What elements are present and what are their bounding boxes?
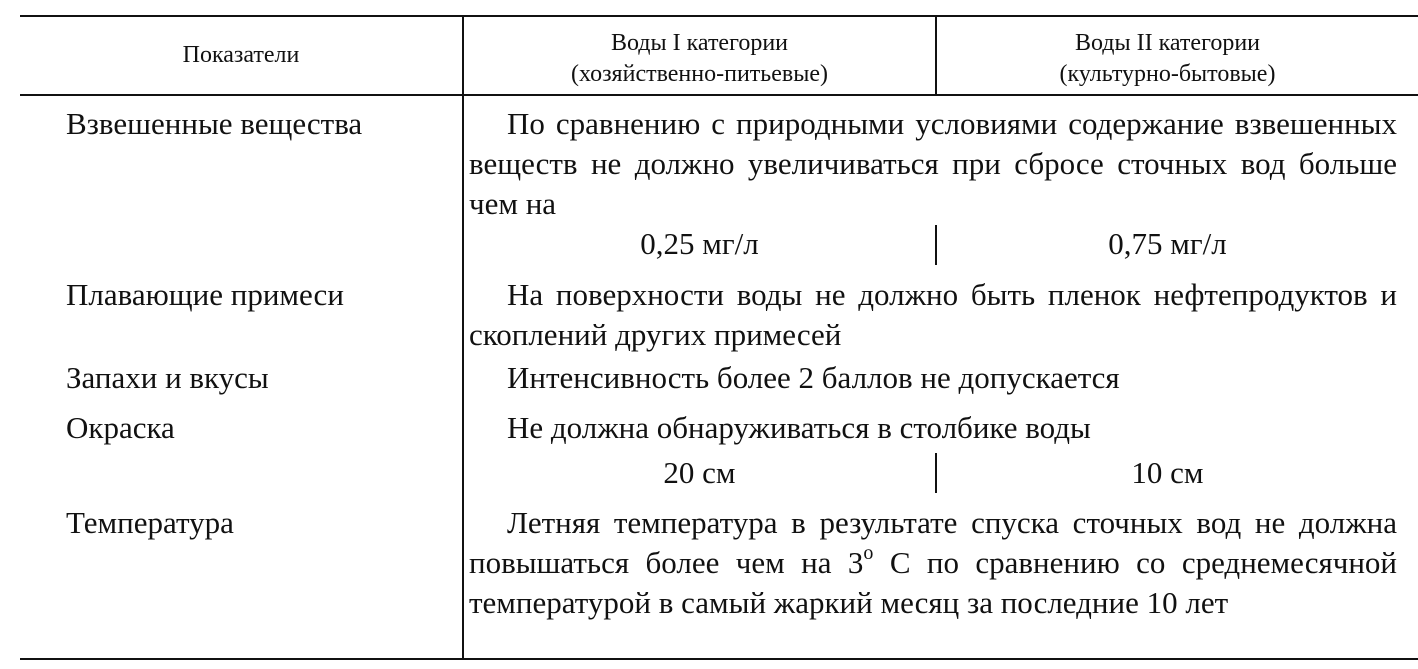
temperature-text-end: С по сравнению со среднемесячной температурой в самый жаркий месяц за последние 10 лет [469,545,1397,620]
value-color-category-2: 10 см [1131,455,1204,490]
header-category-1-title: Воды I категории [610,30,789,56]
degree-sign: о [863,542,874,564]
row-text-smell: Интенсивность более 2 баллов не допускается [507,360,1120,395]
row-label-suspended: Взвешенные вещества [66,106,363,141]
header-category-2-title: Воды II категории [1074,30,1261,56]
header-category-2-subtitle: (культурно-бытовые) [1059,61,1276,87]
value-color-category-1: 20 см [663,455,736,490]
column-divider [462,16,464,659]
value-suspended-category-1: 0,25 мг/л [640,226,759,261]
row-label-temperature: Температура [66,505,234,540]
row-label-smell: Запахи и вкусы [66,360,269,395]
header-bottom-rule [20,94,1418,96]
top-rule [20,15,1418,17]
temperature-text-start: Летняя температура в результате спуска сточных вод не должна повышаться более чем на 3 [469,505,1397,580]
header-indicators: Показатели [182,42,300,68]
value-suspended-category-2: 0,75 мг/л [1108,226,1227,261]
row-text-temperature [469,503,1397,623]
row-text-color: Не должна обнаруживаться в столбике воды [507,410,1091,445]
row-text-suspended: По сравнению с природными условиями содержание взвешенных веществ не должно увеличиваться при сбросе сточных вод больше чем на [469,106,1397,221]
header-category-1-subtitle: (хозяйственно-питьевые) [571,61,828,87]
bottom-rule [20,658,1418,660]
row-text-floating: На поверхности воды не должно быть пленок нефтепродуктов и скоплений других примесей [469,277,1397,352]
row-label-color: Окраска [66,410,175,445]
row-label-floating: Плавающие примеси [66,277,344,312]
